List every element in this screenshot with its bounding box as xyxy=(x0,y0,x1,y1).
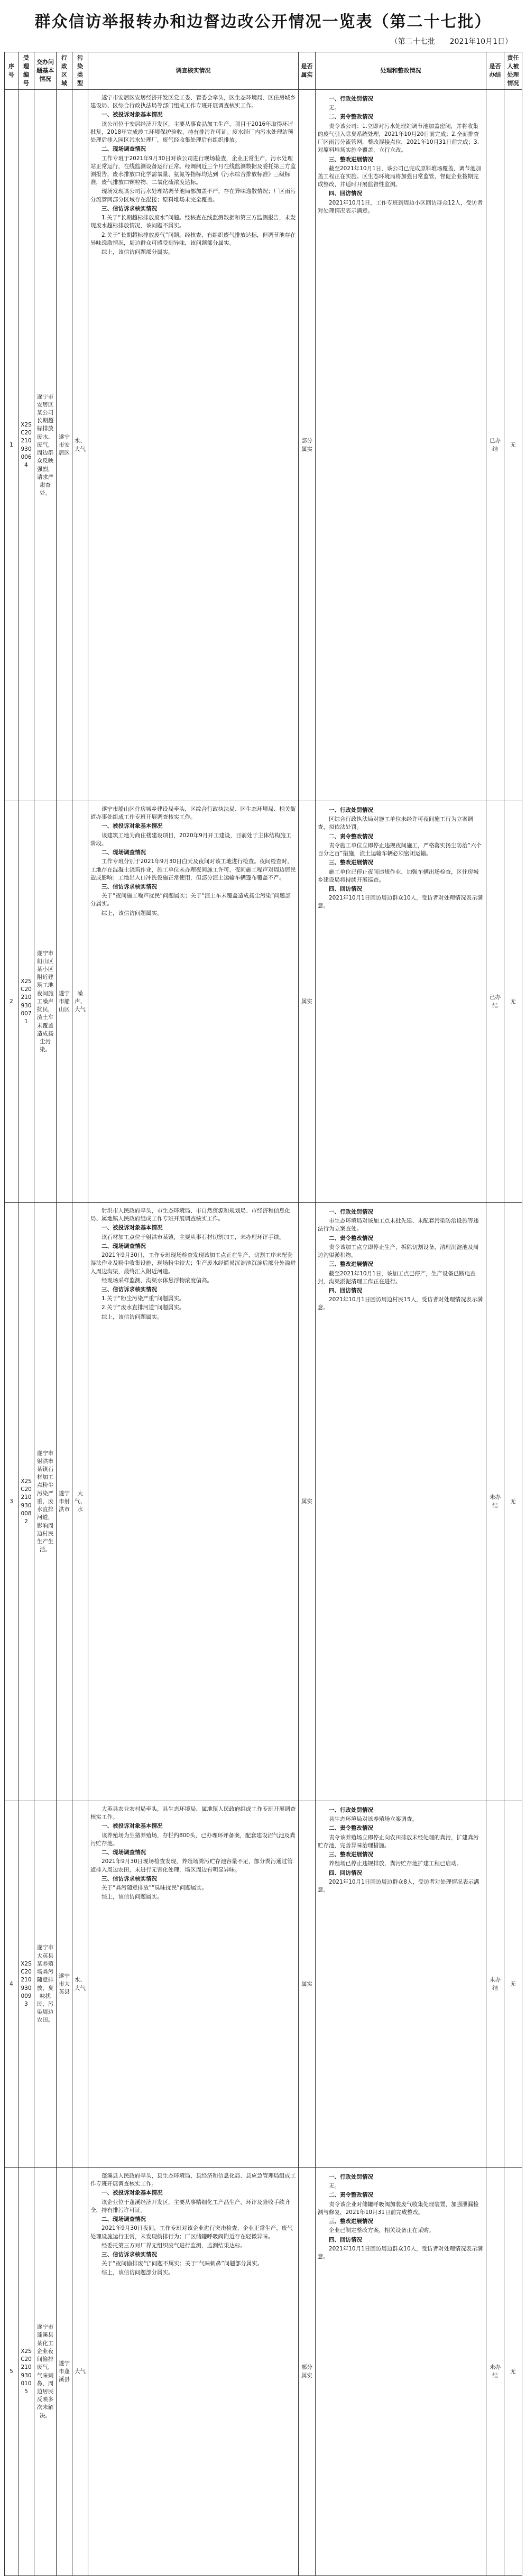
handling-paragraph: 二、责令整改情况 xyxy=(329,114,373,121)
handling-paragraph: 养殖场已停止违规排放，粪污贮存池扩建工程已启动。 xyxy=(329,1860,462,1867)
handling-paragraph: 三、整改进展情况 xyxy=(329,859,373,866)
handling-paragraph: 企业已制定整改方案，相关设备正在采购。 xyxy=(329,2227,435,2234)
row-issue: 遂宁市大英县某养殖场粪污随意排放，臭味扰民，污染周边农田。 xyxy=(34,1801,57,2168)
survey-paragraph: 该公司位于安居经济开发区，主要从事食品加工生产，项目于2016年取得环评批复，2018年完成竣工环境保护验收，持有排污许可证。废水经厂内污水处理站预处理后排入园区污水处理厂，废气经收集处理后有组织排放。 xyxy=(90,121,293,144)
survey-paragraph: 该石材加工点位于射洪市某镇，主要从事石材切割加工，未办理环评手续。 xyxy=(101,1234,285,1240)
survey-paragraph: 2021年9月30日夜间，工作专班对该企业进行突击检查，企业正常生产，废气处理设施运行正常，未发现偷排行为；厂区储罐呼吸阀附近存在轻微异味。 xyxy=(90,2225,293,2240)
survey-paragraph: 二、现场调查情况 xyxy=(101,1849,146,1856)
row-survey xyxy=(88,90,299,801)
handling-paragraph: 一、行政处罚情况 xyxy=(329,1807,373,1813)
row-pollution: 水、大气 xyxy=(72,90,88,801)
handling-paragraph: 一、行政处罚情况 xyxy=(329,96,373,102)
row-issue: 遂宁市蓬溪县某化工企业夜间偷排废气，气味刺鼻，周边居民反映多次未解决。 xyxy=(34,2168,57,2576)
survey-paragraph: 三、信访诉求核实情况 xyxy=(101,2251,157,2258)
handling-paragraph: 施工单位已停止夜间违规作业，加强车辆出场检查，区住房城乡建设局将持续开展巡查。 xyxy=(318,868,479,883)
row-number: 4 xyxy=(5,1801,19,2168)
survey-paragraph: 一、被投诉对象基本情况 xyxy=(101,1823,163,1830)
survey-paragraph: 遂宁市安居区安居经济开发区党工委、管委会牵头，区生态环境局、区住房城乡建设局、区综合行政执法局等部门组成工作专班开展调查核实工作。 xyxy=(90,95,296,109)
row-survey xyxy=(88,1203,299,1801)
survey-paragraph: 综上，该信访问题属实。 xyxy=(101,1313,163,1320)
survey-paragraph: 2021年9月30日，工作专班现场检查发现该加工点正在生产，切割工序未配套湿法作业及粉尘收集设施，现场粉尘较大；生产废水经简易沉淀池沉淀后部分外溢进入周边沟渠，最终汇入附近河道。 xyxy=(90,1252,296,1275)
row-handling xyxy=(316,1801,486,2168)
table-row xyxy=(5,90,522,801)
survey-paragraph: 三、信访诉求核实情况 xyxy=(101,1875,157,1882)
survey-paragraph: 三、信访诉求核实情况 xyxy=(101,883,157,890)
row-closed: 已办结 xyxy=(486,90,504,801)
handling-paragraph: 2021年10月1日，工作专班到周边小区回访群众12人，受访者对处理情况表示满意。 xyxy=(318,199,483,214)
survey-paragraph: 综上，该信访问题部分属实。 xyxy=(101,2269,174,2276)
handling-paragraph: 三、整改进展情况 xyxy=(329,1851,373,1858)
handling-paragraph: 责令该公司：1.立即对污水处理站调节池加盖密闭，并将收集的废气引入除臭系统处理，2021年10月20日前完成；2.全面排查厂区雨污分流管网，整改混接点位，2021年10月31日前完成；3.对原料堆场实施全覆盖，立行立改。 xyxy=(318,123,479,154)
survey-paragraph: 综上，该信访问题属实。 xyxy=(101,910,163,916)
row-pollution: 大气、水 xyxy=(72,1203,88,1801)
row-code: X2SC202109300105 xyxy=(19,2168,34,2576)
row-survey xyxy=(88,2168,299,2576)
survey-paragraph: 经现场采样监测，沟渠水体悬浮物浓度偏高。 xyxy=(101,1277,213,1284)
table-body xyxy=(5,90,522,2576)
row-region: 遂宁市射洪市 xyxy=(57,1203,72,1801)
handling-paragraph: 二、责令整改情况 xyxy=(329,833,373,840)
row-closed: 未办结 xyxy=(486,1801,504,2168)
row-issue: 遂宁市船山区某小区附近建筑工地夜间施工噪声扰民，渣土车未覆盖造成扬尘污染。 xyxy=(34,801,57,1203)
survey-paragraph: 综上，该信访问题部分属实。 xyxy=(101,248,174,255)
row-verdict: 属实 xyxy=(299,801,316,1203)
survey-paragraph: 关于“夜间施工噪声扰民”问题属实；关于“渣土车未覆盖造成扬尘污染”问题部分属实。 xyxy=(90,893,291,907)
row-punish: 无 xyxy=(504,801,522,1203)
table-row xyxy=(5,1801,522,2168)
row-pollution: 水、大气 xyxy=(72,1801,88,2168)
survey-paragraph: 射洪市人民政府牵头，市生态环境局、市自然资源和规划局、市经济和信息化局、属地镇人民政府组成工作专班开展调查核实工作。 xyxy=(90,1208,290,1222)
handling-paragraph: 四、回访情况 xyxy=(329,885,362,892)
survey-paragraph: 一、被投诉对象基本情况 xyxy=(101,1225,163,1231)
survey-paragraph: 该养殖场为生猪养殖场，存栏约800头，已办理环评备案，配套建设沼气池及粪污贮存池。 xyxy=(90,1832,296,1847)
handling-paragraph: 四、回访情况 xyxy=(329,2236,362,2243)
handling-paragraph: 区综合行政执法局对施工单位未经许可夜间施工行为立案调查，拟依法处罚。 xyxy=(318,816,473,831)
survey-paragraph: 关于“粪污随意排放”“臭味扰民”问题属实。 xyxy=(101,1884,208,1891)
handling-paragraph: 截至2021年10月1日，该加工点已停产，生产设备已断电查封，沟渠淤泥清理工作正在进行。 xyxy=(318,1270,476,1285)
row-handling xyxy=(316,801,486,1203)
survey-paragraph: 三、信访诉求核实情况 xyxy=(101,1286,157,1293)
row-punish: 无 xyxy=(504,1801,522,2168)
survey-paragraph: 综上，该信访问题属实。 xyxy=(101,1894,163,1901)
handling-paragraph: 二、责令整改情况 xyxy=(329,1235,373,1241)
row-pollution: 大气 xyxy=(72,2168,88,2576)
survey-paragraph: 该建筑工地为商住楼建设项目，2020年9月开工建设，目前处于主体结构施工阶段。 xyxy=(90,832,291,847)
handling-paragraph: 四、回访情况 xyxy=(329,1287,362,1294)
row-closed: 未办结 xyxy=(486,2168,504,2576)
document-subtitle: （第二十七批 2021年10月1日） xyxy=(390,38,512,46)
handling-paragraph: 责令该养殖场立即停止向农田排放未经处理的粪污，扩建粪污贮存池，完善异味治理措施。 xyxy=(318,1834,479,1849)
row-number: 2 xyxy=(5,801,19,1203)
row-verdict: 部分属实 xyxy=(299,90,316,801)
row-punish: 无 xyxy=(504,2168,522,2576)
handling-paragraph: 2021年10月1日回访周边群众10人，受访者对处理情况表示满意。 xyxy=(318,895,483,910)
row-region: 遂宁市蓬溪县 xyxy=(57,2168,72,2576)
survey-paragraph: 一、被投诉对象基本情况 xyxy=(101,112,163,118)
complaints-table xyxy=(4,52,522,2576)
handling-paragraph: 一、行政处罚情况 xyxy=(329,807,373,813)
row-number: 1 xyxy=(5,90,19,801)
handling-paragraph: 无。 xyxy=(329,105,340,112)
survey-paragraph: 二、现场调查情况 xyxy=(101,146,146,153)
survey-paragraph: 一、被投诉对象基本情况 xyxy=(101,2190,163,2197)
handling-paragraph: 截至2021年10月1日，该公司已完成原料堆场覆盖，调节池加盖工程正在实施。区生态环境局将加强日常监管，督促企业按期完成整改，并适时开展监督性监测。 xyxy=(318,165,482,188)
row-region: 遂宁市大英县 xyxy=(57,1801,72,2168)
table-row xyxy=(5,801,522,1203)
header-issue: 交办问题基本情况 xyxy=(34,52,57,90)
row-verdict: 部分属实 xyxy=(299,2168,316,2576)
row-issue: 遂宁市射洪市某镇石材加工点粉尘污染严重，废水直排河道，影响周边村民生产生活。 xyxy=(34,1203,57,1801)
survey-paragraph: 三、信访诉求核实情况 xyxy=(101,205,157,212)
row-code: X2SC202109300064 xyxy=(19,90,34,801)
survey-paragraph: 一、被投诉对象基本情况 xyxy=(101,823,163,830)
row-issue: 遂宁市安居区某公司长期超标排放废水、废气，周边群众反映强烈，请求严肃查处。 xyxy=(34,90,57,801)
handling-paragraph: 二、责令整改情况 xyxy=(329,2192,373,2199)
survey-paragraph: 蓬溪县人民政府牵头，县生态环境局、县经济和信息化局、县应急管理局组成工作专班开展调查核实工作。 xyxy=(90,2173,296,2188)
header-no: 序号 xyxy=(5,52,19,90)
header-code: 受理编号 xyxy=(19,52,34,90)
row-handling xyxy=(316,1203,486,1801)
row-number: 3 xyxy=(5,1203,19,1801)
row-region: 遂宁市船山区 xyxy=(57,801,72,1203)
survey-paragraph: 经委托第三方对厂界无组织废气进行监测，监测结果达标。 xyxy=(101,2242,246,2249)
handling-paragraph: 2021年10月1日回访周边群众10人，受访者对处理情况表示满意。 xyxy=(318,2245,483,2260)
handling-paragraph: 责令该加工点立即停止生产，拆除切割设备，清理沉淀池及周边沟渠淤积物。 xyxy=(318,1244,479,1259)
survey-paragraph: 遂宁市船山区住房城乡建设局牵头，区综合行政执法局、区生态环境局、相关街道办事处组成工作专班开展调查核实工作。 xyxy=(90,806,296,821)
header-punish: 责任人被处理情况 xyxy=(504,52,522,90)
handling-paragraph: 三、整改进展情况 xyxy=(329,1261,373,1268)
survey-paragraph: 2021年9月30日现场检查发现，养殖场粪污贮存池容量不足，部分粪污通过管道排入周边农田，未进行无害化处理，场区周边有明显异味。 xyxy=(90,1858,293,1873)
row-code: X2SC202109300093 xyxy=(19,1801,34,2168)
row-survey xyxy=(88,1801,299,2168)
row-verdict: 属实 xyxy=(299,1203,316,1801)
header-region: 行政区域 xyxy=(57,52,72,90)
handling-paragraph: 四、回访情况 xyxy=(329,1869,362,1876)
row-region: 遂宁市安居区 xyxy=(57,90,72,801)
handling-paragraph: 2021年10月1日回访周边群众8人，受访者对处理情况表示满意。 xyxy=(318,1878,479,1893)
header-pollution: 污染类型 xyxy=(72,52,88,90)
table-row xyxy=(5,2168,522,2576)
survey-paragraph: 该企业位于蓬溪经济开发区，主要从事精细化工产品生产，环评及验收手续齐全，持有排污许可证。 xyxy=(90,2199,290,2213)
handling-paragraph: 三、整改进展情况 xyxy=(329,156,373,163)
row-punish: 无 xyxy=(504,1203,522,1801)
header-closed: 是否办结 xyxy=(486,52,504,90)
handling-paragraph: 责令施工单位立即停止违规夜间施工，严格落实扬尘防治“六个百分之百”措施，渣土运输车辆必须密闭运输。 xyxy=(318,842,482,857)
handling-paragraph: 县生态环境局对该养殖场立案调查。 xyxy=(329,1816,418,1823)
survey-paragraph: 二、现场调查情况 xyxy=(101,1243,146,1249)
header-survey: 调查核实情况 xyxy=(88,52,299,90)
survey-paragraph: 二、现场调查情况 xyxy=(101,2216,146,2223)
row-code: X2SC202109300082 xyxy=(19,1203,34,1801)
row-handling xyxy=(316,90,486,801)
table-row xyxy=(5,1203,522,1801)
row-closed: 未办结 xyxy=(486,1203,504,1801)
handling-paragraph: 二、责令整改情况 xyxy=(329,1825,373,1832)
survey-paragraph: 2.关于“废水直排河道”问题属实。 xyxy=(101,1304,185,1311)
handling-paragraph: 2021年10月1日回访周边村民15人，受访者对处理情况表示满意。 xyxy=(318,1296,483,1311)
survey-paragraph: 二、现场调查情况 xyxy=(101,849,146,856)
survey-paragraph: 现场发现该公司污水处理站调节池局部加盖不严，存在异味逸散情况；厂区雨污分流管网部分区域存在混接；原料堆场未完全覆盖。 xyxy=(90,188,296,203)
row-pollution: 噪声、大气 xyxy=(72,801,88,1203)
handling-paragraph: 三、整改进展情况 xyxy=(329,2218,373,2225)
handling-paragraph: 市生态环境局对该加工点未批先建、未配套污染防治设施等违法行为立案查处。 xyxy=(318,1218,479,1233)
row-closed: 已办结 xyxy=(486,801,504,1203)
survey-paragraph: 1.关于“长期超标排放废水”问题。经核查在线监测数据和第三方监测报告，未发现废水超标排放情况，该问题不属实。 xyxy=(90,215,296,229)
survey-paragraph: 关于“夜间偷排废气”问题不属实；关于“气味刺鼻”问题部分属实。 xyxy=(101,2260,263,2267)
row-handling xyxy=(316,2168,486,2576)
row-punish: 无 xyxy=(504,90,522,801)
handling-paragraph: 无。 xyxy=(329,2183,340,2190)
survey-paragraph: 工作专班于2021年9月30日对该公司进行现场检查，企业正常生产，污水处理站正常运行，在线监测设备运行正常。经调阅近三个月在线监测数据及委托第三方监测报告，废水排放口化学需氧量、氨氮等指标均达到《污水综合排放标准》三级标准，废气排放口颗粒物、二氧化硫浓度达标。 xyxy=(90,155,296,186)
handling-paragraph: 一、行政处罚情况 xyxy=(329,2174,373,2180)
survey-paragraph: 1.关于“粉尘污染严重”问题属实。 xyxy=(101,1295,185,1302)
survey-paragraph: 2.关于“长期超标排放废气”问题。经核查，有组织废气排放达标，但调节池存在异味逸散情况，周边群众可感受到异味，该问题部分属实。 xyxy=(90,231,296,246)
row-code: X2SC202109300071 xyxy=(19,801,34,1203)
row-survey xyxy=(88,801,299,1203)
row-number: 5 xyxy=(5,2168,19,2576)
handling-paragraph: 四、回访情况 xyxy=(329,190,362,197)
row-verdict: 属实 xyxy=(299,1801,316,2168)
survey-paragraph: 工作专班分别于2021年9月30日白天及夜间对该工地进行检查。夜间检查时，工地存在混凝土浇筑作业，施工单位未办理夜间施工许可，夜间施工噪声对周边居民造成影响；工地出入口冲洗设施正常使用，但部分渣土运输车辆篷布覆盖不严。 xyxy=(90,858,296,881)
table-header-row xyxy=(5,52,522,90)
header-verdict: 是否属实 xyxy=(299,52,316,90)
handling-paragraph: 责令该企业对储罐呼吸阀加装废气收集处理装置，加强泄漏检测与修复，2021年10月31日前完成整改。 xyxy=(318,2201,479,2216)
document-title: 群众信访举报转办和边督边改公开情况一览表（第二十七批） xyxy=(34,13,492,31)
survey-paragraph: 大英县农业农村局牵头，县生态环境局、属地镇人民政府组成工作专班开展调查核实工作。 xyxy=(90,1806,296,1821)
header-handling: 处理和整改情况 xyxy=(316,52,486,90)
handling-paragraph: 一、行政处罚情况 xyxy=(329,1209,373,1215)
